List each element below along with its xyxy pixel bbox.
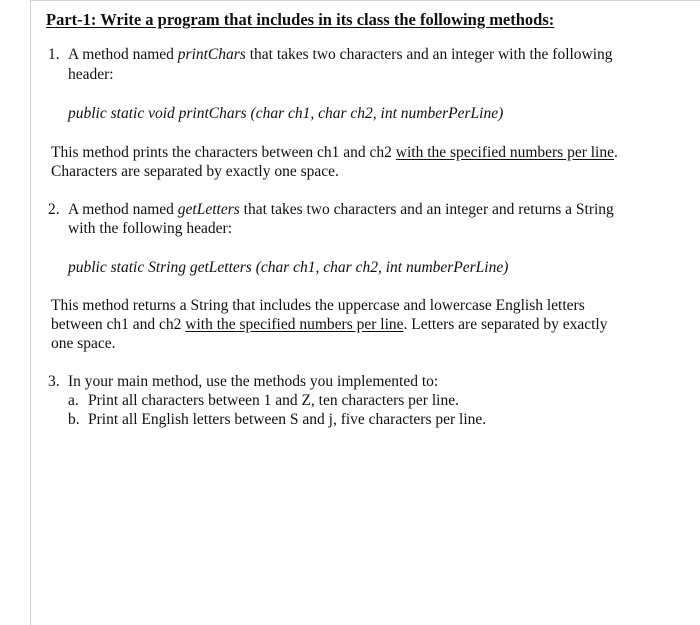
item-1-line-1-lead: A method named [68, 46, 178, 63]
item-3-sub-b-text: Print all English letters between S and j, five characters per line. [88, 411, 487, 428]
item-2-number: 2. [48, 201, 60, 218]
item-1-method-name: printChars [177, 46, 246, 63]
item-1-description-line-2: Characters are separated by exactly one space. [51, 163, 339, 180]
item-3-number: 3. [48, 373, 60, 390]
item-2-description-line-3: one space. [51, 335, 116, 352]
item-2-line-1-lead: A method named [68, 201, 178, 218]
item-2-signature: public static String getLetters (char ch1, char ch2, int numberPerLine) [68, 259, 509, 276]
page-edge-top [30, 0, 700, 1]
page-edge-left [30, 0, 31, 625]
item-2-line-1-tail: that takes two characters and an integer and returns a String [239, 201, 614, 218]
item-1-number: 1. [48, 46, 60, 63]
item-1-description-underlined: with the specified numbers per line [395, 144, 614, 161]
item-3-sub-a-text: Print all characters between 1 and Z, ten characters per line. [88, 392, 459, 409]
item-1-line-1 [68, 45, 613, 65]
item-2-description-lead: between ch1 and ch2 [51, 316, 186, 333]
item-2-line-1 [68, 200, 614, 220]
item-1-description-line-1 [51, 143, 618, 163]
item-2-description-tail: . Letters are separated by exactly [403, 316, 608, 333]
item-1-line-1-tail: that takes two characters and an integer with the following [245, 46, 613, 63]
item-1-signature: public static void printChars (char ch1, char ch2, int numberPerLine) [68, 105, 504, 122]
item-1-line-2: header: [68, 66, 114, 83]
item-2-method-name: getLetters [177, 201, 240, 218]
item-3-line-1: In your main method, use the methods you implemented to: [68, 373, 439, 390]
item-3-sub-b-marker: b. [68, 411, 80, 428]
item-2-description-line-2 [51, 315, 608, 335]
item-2-line-2: with the following header: [68, 220, 232, 237]
document-heading: Part-1: Write a program that includes in its class the following methods: [46, 10, 555, 29]
item-2-description-underlined: with the specified numbers per line [185, 316, 404, 333]
item-3-sub-a-marker: a. [68, 392, 79, 409]
item-1-description-tail: . [614, 144, 618, 161]
item-1-description-lead: This method prints the characters between ch1 and ch2 [51, 144, 396, 161]
item-2-description-line-1: This method returns a String that includes the uppercase and lowercase English letters [51, 297, 585, 314]
